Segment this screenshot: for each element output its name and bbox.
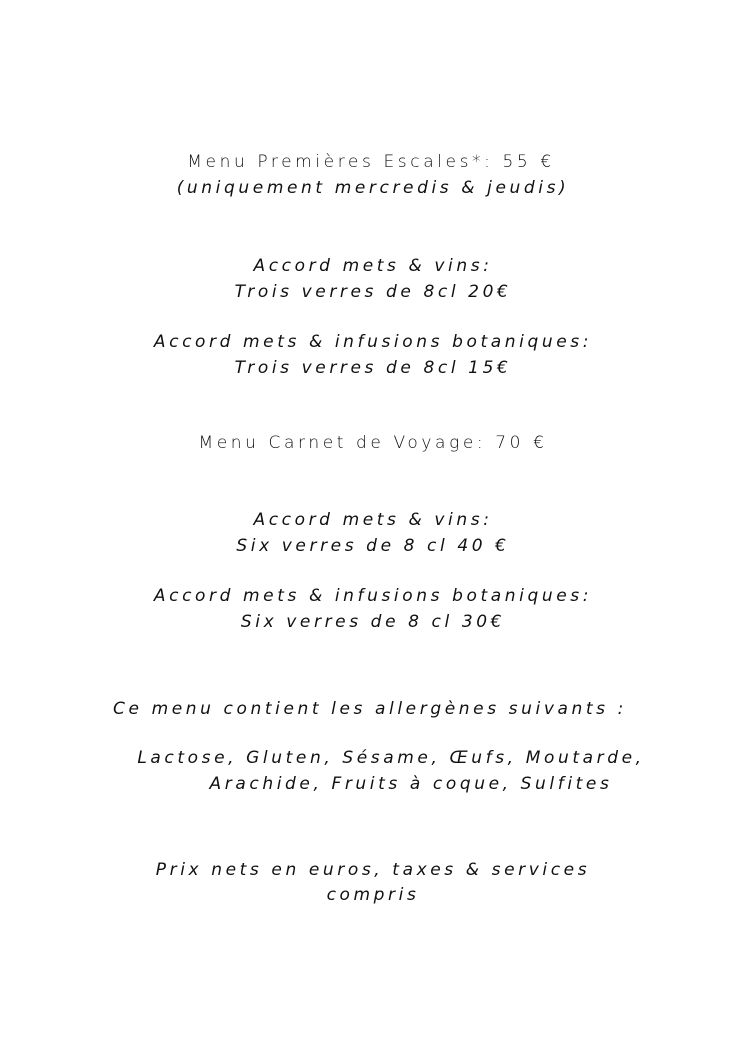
menu-1-pairing-wine-detail: Trois verres de 8cl 20€ [234,282,512,302]
menu-2-pairing-wine-label: Accord mets & vins: [253,510,493,530]
menu-1-note: (uniquement mercredis & jeudis) [176,178,570,198]
menu-1-pairing-infusion-label: Accord mets & infusions botaniques: [153,332,593,352]
menu-2-pairing-wine-detail: Six verres de 8 cl 40 € [236,536,510,556]
footer-price-note-line-1: Prix nets en euros, taxes & services [155,860,591,880]
menu-2-pairing-infusion-label: Accord mets & infusions botaniques: [153,586,593,606]
allergens-list-line-1: Lactose, Gluten, Sésame, Œufs, Moutarde, [137,748,645,768]
footer-price-note-line-2: compris [326,885,420,905]
menu-1-title: Menu Premières Escales*: 55 € [187,152,555,172]
allergens-list-line-2: Arachide, Fruits à coque, Sulfites [209,774,613,794]
menu-2-title: Menu Carnet de Voyage: 70 € [198,433,548,453]
menu-1-pairing-infusion-detail: Trois verres de 8cl 15€ [234,358,512,378]
menu-1-pairing-wine-label: Accord mets & vins: [253,256,493,276]
allergens-heading: Ce menu contient les allergènes suivants : [113,699,627,719]
menu-2-pairing-infusion-detail: Six verres de 8 cl 30€ [240,612,506,632]
